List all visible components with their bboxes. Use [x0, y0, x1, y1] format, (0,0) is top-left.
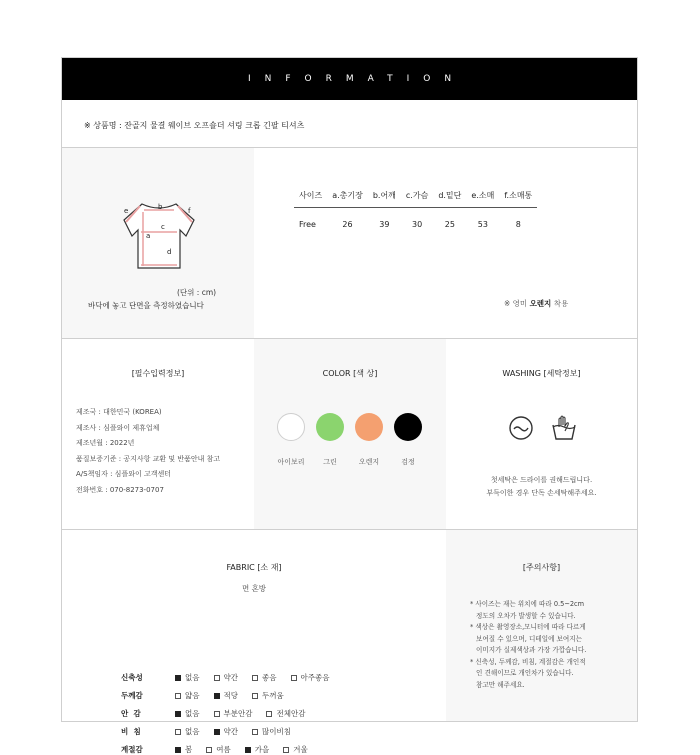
size-table [294, 190, 537, 229]
checkbox-icon [175, 693, 181, 699]
fabric-row [121, 690, 298, 701]
fabric-option-label: 좋음 [262, 673, 277, 682]
fabric-option-label: 많이비침 [262, 727, 291, 736]
model-note-suffix: 착용 [553, 299, 569, 308]
required-info-title: [필수입력정보] [131, 369, 185, 378]
fabric-option-label: 겨울 [293, 745, 308, 754]
size-cell: 25 [444, 220, 455, 229]
measure-note: 바닥에 놓고 단면을 측정하였습니다 [88, 301, 204, 310]
caution-line: 참고만 해주세요. [476, 680, 525, 689]
washing-panel [446, 339, 637, 530]
diagram-letter-e: e [124, 207, 129, 215]
checkbox-icon [291, 675, 297, 681]
caution-line: 정도의 오차가 발생할 수 있습니다. [476, 611, 576, 620]
fabric-panel [62, 530, 446, 754]
color-label: 아이보리 [277, 458, 305, 466]
checkbox-icon [175, 729, 181, 735]
list-item: A/S책임자 : 심플와이 고객센터 [76, 470, 172, 478]
color-label: 검정 [401, 458, 415, 466]
size-diagram-panel [62, 148, 254, 339]
caution-line: 이미지가 실제색상과 가장 가깝습니다. [476, 646, 587, 654]
fabric-option-label: 약간 [223, 727, 238, 736]
caution-text [470, 599, 630, 691]
size-header-cell: d.밑단 [438, 191, 462, 200]
fabric-option-label: 가을 [254, 745, 270, 754]
size-cell: 39 [379, 220, 390, 229]
fabric-option-label: 약간 [223, 673, 238, 682]
color-swatch-green [316, 413, 344, 441]
checkbox-icon [252, 693, 258, 699]
size-cell: 30 [412, 220, 423, 229]
fabric-row-label: 계절감 [121, 745, 143, 754]
color-swatch-ivory [277, 413, 305, 441]
fabric-option [214, 726, 239, 737]
size-cell: Free [299, 220, 316, 229]
model-note [504, 298, 568, 309]
fabric-option [245, 744, 270, 755]
size-unit: (단위 : cm) [177, 288, 217, 297]
washing-title: WASHING [세탁정보] [502, 369, 581, 378]
fabric-option-label: 아주좋음 [300, 673, 330, 682]
color-label: 오렌지 [358, 458, 380, 466]
size-cell: 53 [477, 220, 488, 229]
fabric-option-label: 봄 [185, 745, 193, 754]
checked-box-icon [175, 675, 181, 681]
size-cell: 26 [342, 220, 353, 229]
diagram-letter-f: f [188, 207, 191, 215]
wash-tub-icon [508, 415, 534, 441]
fabric-option-label: 전체안감 [276, 709, 306, 718]
checkbox-icon [266, 711, 272, 717]
caution-line: 보여질 수 있으며, 디테일에 보여지는 [476, 634, 583, 643]
required-info-list [76, 405, 220, 498]
fabric-option [214, 708, 253, 719]
information-header: INFORMATION [62, 58, 637, 100]
size-header-cell: f.소매통 [504, 191, 533, 200]
fabric-option [291, 672, 330, 683]
checkbox-icon [283, 747, 289, 753]
product-name: ※ 상품명 : 잔골지 물결 웨이브 오프숄더 셔링 크롭 긴팔 티셔츠 [62, 100, 637, 148]
fabric-row [121, 672, 343, 683]
caution-line: * 색상은 촬영장소,모니터에 따라 다르게 [470, 623, 586, 631]
checkbox-icon [252, 675, 258, 681]
fabric-option [283, 744, 308, 755]
fabric-material: 면 혼방 [241, 584, 267, 593]
fabric-option-label: 두꺼움 [262, 691, 284, 700]
fabric-row [121, 726, 305, 737]
size-cell: 8 [515, 220, 521, 229]
color-panel [254, 339, 446, 530]
fabric-option [252, 672, 277, 683]
fabric-option-label: 없음 [185, 709, 200, 718]
caution-line: 인 견해이므로 개인차가 있습니다. [476, 669, 574, 677]
size-header-cell: b.어깨 [372, 191, 396, 200]
checkbox-icon [214, 711, 220, 717]
hand-wash-icon [550, 415, 578, 441]
checkbox-icon [206, 747, 212, 753]
tshirt-diagram-icon [114, 200, 204, 270]
caution-line: * 사이즈는 재는 위치에 따라 0.5~2cm [470, 600, 585, 608]
fabric-option-label: 없음 [185, 673, 200, 682]
information-sheet [61, 57, 638, 754]
fabric-row [121, 708, 319, 719]
list-item: 제조사 : 심플와이 제휴업체 [76, 423, 160, 432]
diagram-letter-b: b [158, 203, 163, 211]
checked-box-icon [214, 729, 220, 735]
checked-box-icon [175, 747, 181, 753]
fabric-option [252, 726, 291, 737]
color-label: 그린 [323, 458, 337, 466]
diagram-letter-d: d [167, 248, 172, 256]
required-info-panel [62, 339, 254, 530]
fabric-option [206, 744, 231, 755]
color-title: COLOR [색 상] [322, 369, 378, 378]
washing-instructions [446, 474, 637, 499]
model-note-prefix: ※ 영미 [504, 299, 528, 308]
washing-line: 부득이한 경우 단독 손세탁해주세요. [486, 488, 597, 497]
fabric-option-label: 부분안감 [223, 709, 253, 718]
table-row [294, 208, 537, 230]
list-item: 제조년월 : 2022년 [76, 439, 135, 447]
list-item: 전화번호 : 070-8273-0707 [76, 485, 164, 494]
checked-box-icon [245, 747, 251, 753]
checkbox-icon [252, 729, 258, 735]
list-item: 제조국 : 대한민국 (KOREA) [76, 408, 162, 416]
fabric-option [175, 708, 200, 719]
fabric-option [175, 690, 200, 701]
fabric-row-label: 두께감 [121, 691, 143, 700]
fabric-row-label: 신축성 [121, 673, 143, 682]
fabric-option [175, 726, 200, 737]
caution-panel [446, 530, 637, 721]
washing-line: 첫세탁은 드라이를 권해드립니다. [490, 476, 593, 484]
caution-line: * 신축성, 두께감, 비침, 계절감은 개인적 [470, 657, 586, 666]
model-note-color: 오렌지 [529, 299, 552, 308]
size-table-header-row [294, 190, 537, 208]
fabric-row [121, 744, 322, 755]
color-swatch-black [394, 413, 422, 441]
diagram-letter-c: c [161, 223, 165, 231]
checkbox-icon [214, 675, 220, 681]
fabric-option [175, 744, 192, 755]
fabric-option-label: 여름 [216, 745, 231, 754]
diagram-letter-a: a [146, 232, 151, 240]
size-header-cell: c.가슴 [405, 191, 429, 200]
size-header-cell: 사이즈 [299, 191, 323, 200]
size-table-panel [254, 148, 637, 339]
list-item: 품질보증기준 : 공지사항 교환 및 반품안내 참고 [76, 454, 221, 463]
fabric-option [175, 672, 200, 683]
fabric-option [266, 708, 305, 719]
fabric-option-label: 적당 [223, 691, 238, 700]
fabric-option-label: 얇음 [185, 691, 200, 700]
checked-box-icon [214, 693, 220, 699]
fabric-title: FABRIC [소 재] [226, 563, 282, 572]
fabric-option-label: 없음 [185, 727, 200, 736]
fabric-row-label: 비 침 [121, 727, 141, 736]
size-header-cell: e.소매 [471, 191, 495, 200]
fabric-option [214, 672, 239, 683]
checked-box-icon [175, 711, 181, 717]
fabric-option [214, 690, 239, 701]
fabric-row-label: 안 감 [121, 709, 141, 718]
size-header-cell: a.총기장 [332, 191, 363, 200]
fabric-option [252, 690, 284, 701]
caution-title: [주의사항] [522, 563, 561, 572]
color-swatch-orange [355, 413, 383, 441]
